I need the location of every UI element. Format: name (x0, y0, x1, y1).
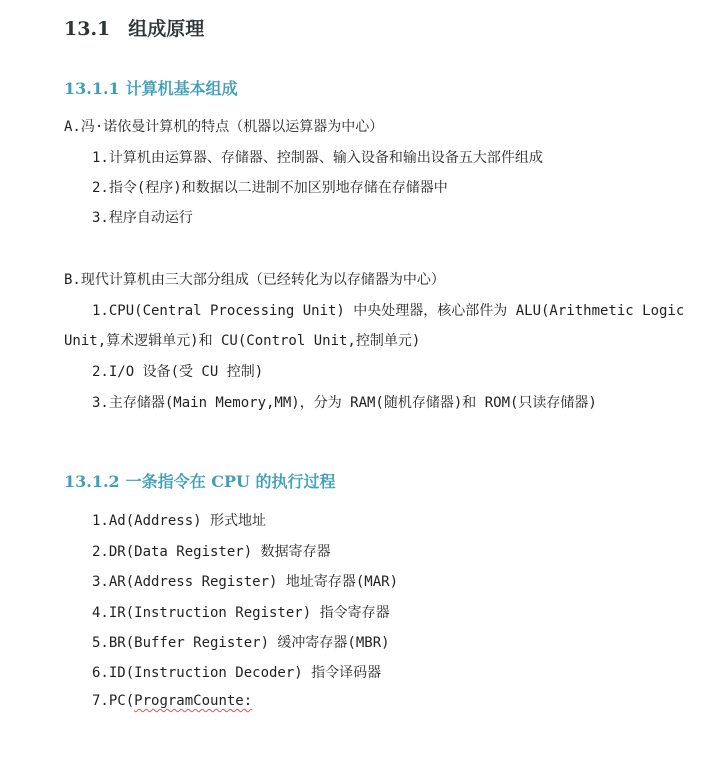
subsection-heading-1 (64, 76, 238, 99)
register-item-7-partial (92, 693, 252, 709)
part-b-item-3: 3.主存储器(Main Memory,MM)，分为 RAM(随机存储器)和 ROM(只读存储器) (92, 395, 597, 411)
register-item-5: 5.BR(Buffer Register) 缓冲寄存器(MBR) (92, 635, 390, 651)
register-item-2: 2.DR(Data Register) 数据寄存器 (92, 544, 331, 560)
part-b-heading: B.现代计算机由三大部分组成（已经转化为以存储器为中心） (64, 272, 445, 288)
subsection-number-1: 13.1.1 (64, 79, 120, 98)
subsection-title-1: 计算机基本组成 (125, 79, 238, 98)
part-b-item-1-line-1: 1.CPU(Central Processing Unit) 中央处理器，核心部件为 ALU(Arithmetic Logic (92, 303, 685, 319)
section-heading (64, 14, 204, 41)
subsection-number-2: 13.1.2 (64, 472, 120, 491)
part-b-item-2: 2.I/O 设备(受 CU 控制) (92, 364, 264, 380)
part-a-item-1: 1.计算机由运算器、存储器、控制器、输入设备和输出设备五大部件组成 (92, 150, 543, 166)
section-title: 组成原理 (128, 18, 205, 40)
part-a-item-2: 2.指令(程序)和数据以二进制不加区别地存储在存储器中 (92, 180, 448, 196)
subsection-title-2: 一条指令在 CPU 的执行过程 (125, 472, 336, 491)
register-item-7-prefix: 7.PC( (92, 693, 135, 709)
subsection-heading-2 (64, 469, 336, 492)
register-item-4: 4.IR(Instruction Register) 指令寄存器 (92, 605, 390, 621)
part-a-heading: A.冯·诺依曼计算机的特点（机器以运算器为中心） (64, 119, 384, 135)
section-number: 13.1 (64, 18, 111, 40)
part-a-item-3: 3.程序自动运行 (92, 210, 193, 226)
register-item-6: 6.ID(Instruction Decoder) 指令译码器 (92, 665, 382, 681)
register-item-1: 1.Ad(Address) 形式地址 (92, 513, 267, 529)
register-item-7-text: ProgramCounte: (134, 693, 253, 709)
part-b-item-1-line-2: Unit,算术逻辑单元)和 CU(Control Unit,控制单元) (64, 333, 421, 349)
register-item-3: 3.AR(Address Register) 地址寄存器(MAR) (92, 574, 399, 590)
